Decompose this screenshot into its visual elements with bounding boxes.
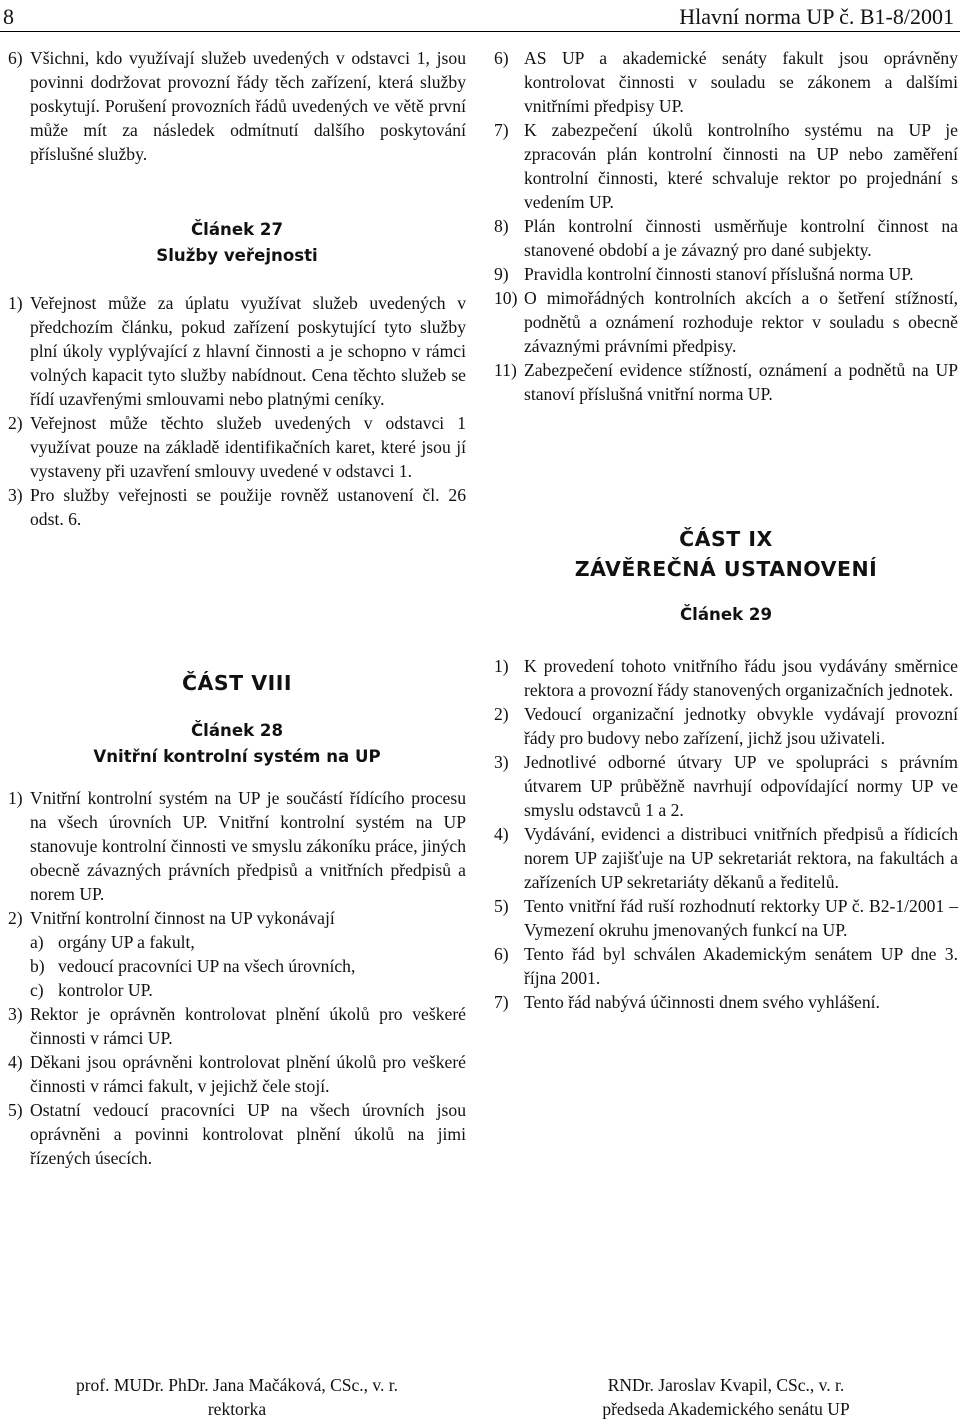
item-text: Tento řád byl schválen Akademickým senátem UP dne 3. října 2001. <box>524 944 958 988</box>
article-27-subtitle: Služby veřejnosti <box>156 246 318 265</box>
list-item <box>8 906 466 930</box>
item-number: 3) <box>494 752 509 772</box>
item-text: Děkani jsou oprávněni kontrolovat plnění úkolů pro veškeré činnosti v rámci fakult, v jejichž čele stojí. <box>30 1052 466 1096</box>
item-text: Vnitřní kontrolní systém na UP je součástí řídícího procesu na všech úrovních UP. Vnitřní kontrolní systém na UP stanovuje kontrolní činnosti ve smyslu zákoníku práce, jiných obecně závazných právních předpisů a vnitřních předpisů a norem UP. <box>30 788 466 904</box>
item-number: 3) <box>8 1004 23 1024</box>
article-29-title: Článek 29 <box>679 605 773 624</box>
signatory-role: rektorka <box>207 1399 267 1419</box>
item-text: Pro služby veřejnosti se použije rovněž ustanovení čl. 26 odst. 6. <box>30 485 466 529</box>
list-item <box>494 942 958 990</box>
header-rule <box>0 31 960 32</box>
list-item <box>8 46 466 166</box>
item-number: 2) <box>8 413 23 433</box>
item-text: K zabezpečení úkolů kontrolního systému na UP je zpracován plán kontrolní činnosti na UP nebo zaměření kontrolní činnosti, které schvaluje rektor po projednání s vedením UP. <box>524 120 958 212</box>
item-text: Rektor je oprávněn kontrolovat plnění úkolů pro veškeré činnosti v rámci UP. <box>30 1004 466 1048</box>
list-item <box>494 990 958 1014</box>
item-text: Veřejnost může těchto služeb uvedených v odstavci 1 využívat pouze na základě identifikačních karet, které jsou jí vystaveny při uzavření smlouvy uvedené v odstavci 1. <box>30 413 466 481</box>
part-9-title: ČÁST IX <box>679 527 773 551</box>
item-number: 6) <box>494 48 509 68</box>
article-28-title: Článek 28 <box>190 721 284 740</box>
item-number: 1) <box>494 656 509 676</box>
list-item <box>494 286 958 358</box>
signature-right <box>494 1373 958 1421</box>
item-text: O mimořádných kontrolních akcích a o šetření stížností, podnětů a oznámení rozhoduje rektor v souladu s obecně závaznými právními předpisy. <box>524 288 958 356</box>
item-number: 2) <box>8 908 23 928</box>
item-number: 6) <box>494 944 509 964</box>
item-number: 1) <box>8 293 23 313</box>
list-item <box>494 46 958 118</box>
article-28-subtitle: Vnitřní kontrolní systém na UP <box>93 747 381 766</box>
sub-item-letter: b) <box>30 956 45 976</box>
part-9-subtitle: ZÁVĚREČNÁ USTANOVENÍ <box>574 557 878 581</box>
running-header-title: Hlavní norma UP č. B1-8/2001 <box>679 4 954 29</box>
signature-left <box>8 1373 466 1421</box>
item-text: Vnitřní kontrolní činnost na UP vykonávají <box>30 908 335 928</box>
sub-list-item <box>8 930 466 954</box>
item-text: Zabezpečení evidence stížností, oznámení a podnětů na UP stanoví příslušná vnitřní norma UP. <box>524 360 958 404</box>
list-item <box>8 786 466 906</box>
item-text: Ostatní vedoucí pracovníci UP na všech úrovních jsou oprávněni a povinni kontrolovat plnění úkolů na jimi řízených úsecích. <box>30 1100 466 1168</box>
item-text: Vydávání, evidenci a distribuci vnitřních předpisů a řídicích norem UP zajišťuje na UP sekretariát rektora, na fakultách a zařízeních UP sekretariáty děkanů a ředitelů. <box>524 824 958 892</box>
item-text: Jednotlivé odborné útvary UP ve spolupráci s právním útvarem UP průběžně navrhují odpovídající normy UP ve smyslu odstavců 1 a 2. <box>524 752 958 820</box>
list-item <box>494 750 958 822</box>
signatory-role: předseda Akademického senátu UP <box>602 1399 850 1419</box>
part-8-title: ČÁST VIII <box>181 671 293 695</box>
list-item <box>8 483 466 531</box>
sub-item-text: orgány UP a fakult, <box>58 932 195 952</box>
list-item <box>8 1050 466 1098</box>
page-number: 8 <box>3 4 14 29</box>
item-number: 10) <box>494 288 518 308</box>
item-number: 7) <box>494 120 509 140</box>
item-number: 8) <box>494 216 509 236</box>
item-number: 6) <box>8 48 23 68</box>
item-number: 4) <box>494 824 509 844</box>
sub-list-item <box>8 978 466 1002</box>
sub-list-item <box>8 954 466 978</box>
item-text: Tento řád nabývá účinnosti dnem svého vyhlášení. <box>524 992 880 1012</box>
item-text: Veřejnost může za úplatu využívat služeb uvedených v předchozím článku, pokud zařízení poskytující tyto služby plní úkoly vyplývající z hlavní činnosti a je schopno v rámci volných kapacit tyto služby nabídnout. Cena těchto služeb se řídí uzavřenými smlouvami nebo platnými ceníky. <box>30 293 466 409</box>
item-text: Pravidla kontrolní činnosti stanoví příslušná norma UP. <box>524 264 914 284</box>
item-number: 9) <box>494 264 509 284</box>
sub-item-text: kontrolor UP. <box>58 980 153 1000</box>
left-column-top <box>8 46 466 531</box>
list-item <box>494 822 958 894</box>
signatory-name: prof. MUDr. PhDr. Jana Mačáková, CSc., v. r. <box>75 1375 399 1395</box>
list-item <box>8 411 466 483</box>
right-column-top <box>494 46 958 406</box>
list-item <box>494 262 958 286</box>
list-item <box>494 358 958 406</box>
item-text: Vedoucí organizační jednotky obvykle vydávají provozní řády pro budovy nebo zařízení, jichž jsou uživateli. <box>524 704 958 748</box>
item-number: 3) <box>8 485 23 505</box>
item-number: 5) <box>494 896 509 916</box>
list-item <box>8 1002 466 1050</box>
item-text: Plán kontrolní činnosti usměrňuje kontrolní činnost na stanovené období a je závazný pro dané subjekty. <box>524 216 958 260</box>
item-text: K provedení tohoto vnitřního řádu jsou vydávány směrnice rektora a provozní řády stanovených organizačních jednotek. <box>524 656 958 700</box>
list-item <box>8 291 466 411</box>
list-item <box>494 654 958 702</box>
signatory-name: RNDr. Jaroslav Kvapil, CSc., v. r. <box>607 1375 845 1395</box>
item-number: 7) <box>494 992 509 1012</box>
sub-item-letter: c) <box>30 980 44 1000</box>
item-number: 4) <box>8 1052 23 1072</box>
item-text: AS UP a akademické senáty fakult jsou oprávněny kontrolovat činnosti v souladu se zákonem a dalšími vnitřními předpisy UP. <box>524 48 958 116</box>
item-number: 2) <box>494 704 509 724</box>
list-item <box>494 894 958 942</box>
item-number: 1) <box>8 788 23 808</box>
right-column-bottom <box>494 524 958 1014</box>
sub-item-text: vedoucí pracovníci UP na všech úrovních, <box>58 956 356 976</box>
item-number: 5) <box>8 1100 23 1120</box>
item-text: Všichni, kdo využívají služeb uvedených v odstavci 1, jsou povinni dodržovat provozní řády těch zařízení, která služby poskytují. Porušení provozních řádů uvedených ve větě první může mít za následek odmítnutí dalšího poskytování příslušné služby. <box>30 48 466 164</box>
item-text: Tento vnitřní řád ruší rozhodnutí rektorky UP č. B2-1/2001 – Vymezení okruhu jmenovaných funkcí na UP. <box>524 896 958 940</box>
item-number: 11) <box>494 360 517 380</box>
list-item <box>8 1098 466 1170</box>
sub-item-letter: a) <box>30 932 44 952</box>
list-item <box>494 118 958 214</box>
left-column-bottom <box>8 668 466 1170</box>
article-27-title: Článek 27 <box>190 220 284 239</box>
list-item <box>494 214 958 262</box>
list-item <box>494 702 958 750</box>
